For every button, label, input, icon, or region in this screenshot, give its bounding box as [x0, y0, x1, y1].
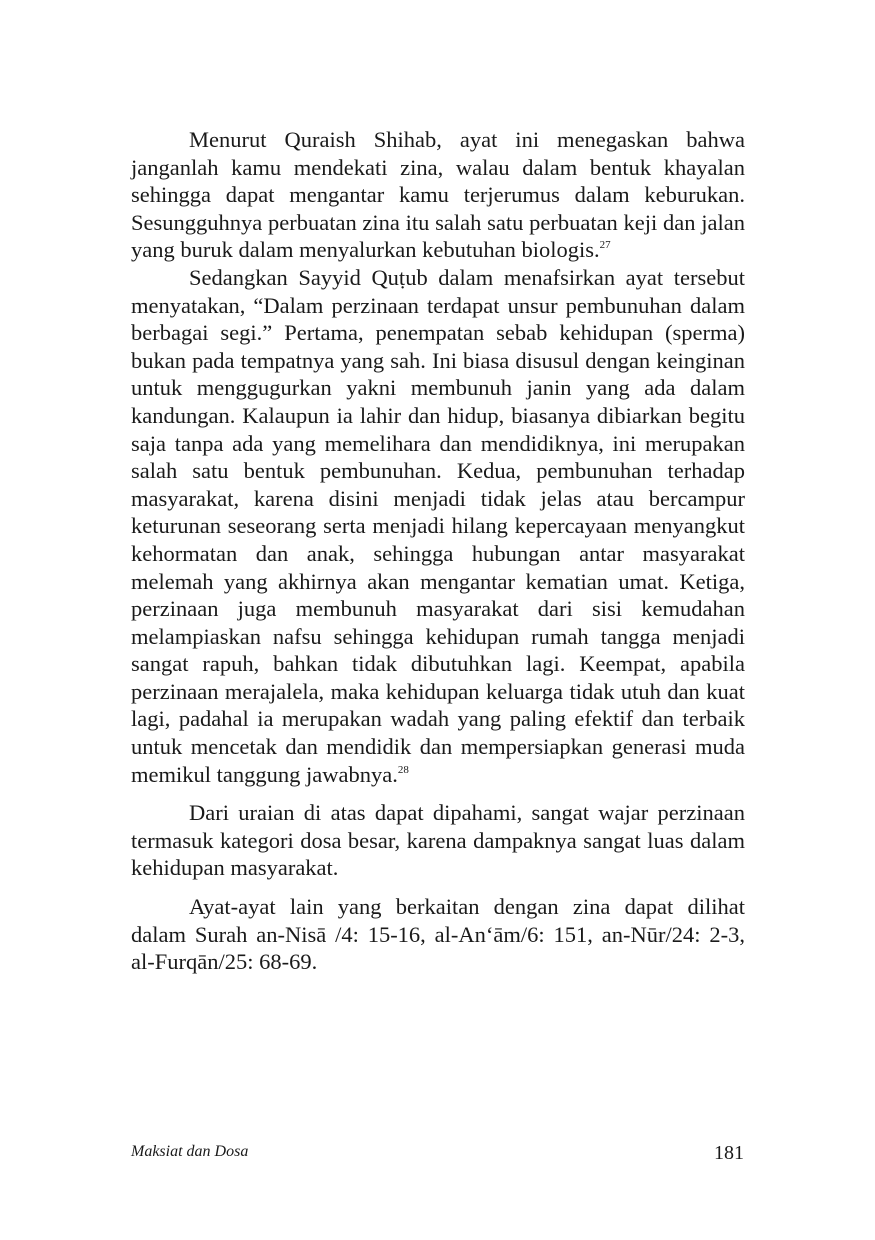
- body-text: [131, 126, 745, 976]
- paragraph-2: [131, 264, 745, 788]
- paragraph-1: [131, 126, 745, 264]
- paragraph-4: [131, 893, 745, 976]
- footnote-ref-27[interactable]: 27: [599, 239, 611, 252]
- paragraph-2-text: Sedangkan Sayyid Quṭub dalam menafsirkan ayat tersebut menyatakan, “Dalam perzinaan terdapat unsur pembunuhan dalam berbagai segi.” Pertama, penempatan sebab kehidupan (sperma) bukan pada tempatnya yang sah. Ini biasa disusul dengan keinginan untuk menggugurkan yakni membunuh janin yang ada dalam kandungan. Kalaupun ia lahir dan hidup, biasanya dibiarkan begitu saja tanpa ada yang memelihara dan mendidiknya, ini merupakan salah satu bentuk pembunuhan. Kedua, pembunuhan terhadap masyarakat, karena disini menjadi tidak jelas atau bercampur keturunan seseorang serta menjadi hilang kepercayaan menyangkut kehormatan dan anak, sehingga hubungan antar masyarakat melemah yang akhirnya akan mengantar kematian umat. Ketiga, perzinaan juga membunuh masyarakat dari sisi kemudahan melampiaskan nafsu sehingga kehidupan rumah tangga menjadi sangat rapuh, bahkan tidak dibutuhkan lagi. Keempat, apabila perzinaan merajalela, maka kehidupan keluarga tidak utuh dan kuat lagi, padahal ia merupakan wadah yang paling efektif dan terbaik untuk mencetak dan mendidik dan mempersiapkan generasi muda memikul tanggung jawabnya.: [131, 264, 745, 787]
- paragraph-4-text: Ayat-ayat lain yang berkaitan dengan zina dapat dilihat dalam Surah an-Nisā /4: 15-16, al-An‘ām/6: 151, an-Nūr/24: 2-3, al-Furqān/25: 68-69.: [131, 894, 745, 975]
- running-footer-title: Maksiat dan Dosa: [131, 1143, 249, 1160]
- paragraph-3-text: Dari uraian di atas dapat dipahami, sangat wajar perzinaan termasuk kategori dosa besar, karena dampaknya sangat luas dalam kehidupan masyarakat.: [131, 800, 745, 881]
- page-number: 181: [714, 1142, 744, 1164]
- footnote-ref-28[interactable]: 28: [397, 763, 409, 776]
- paragraph-3: [131, 799, 745, 882]
- paragraph-1-text: Menurut Quraish Shihab, ayat ini menegaskan bahwa janganlah kamu mendekati zina, walau dalam bentuk khayalan sehingga dapat mengantar kamu terjerumus dalam keburukan. Sesungguhnya perbuatan zina itu salah satu perbuatan keji dan jalan yang buruk dalam menyalurkan kebutuhan biologis.: [131, 127, 745, 263]
